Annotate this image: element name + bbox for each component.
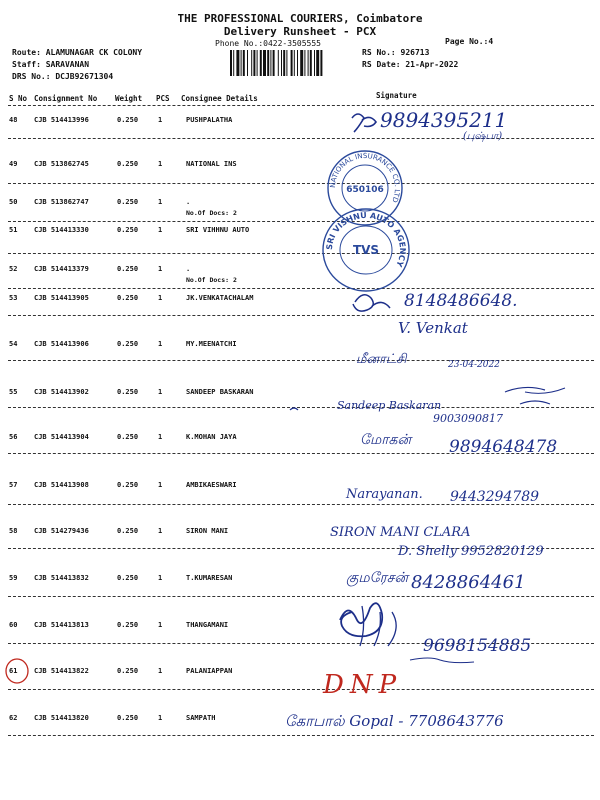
row-consignment-no: CJB 514413330 (34, 226, 89, 234)
row-consignee: K.MOHAN JAYA (186, 433, 237, 441)
row-53-sign-name: V. Venkat (398, 319, 468, 337)
row-consignee: . (186, 198, 191, 206)
row-consignment-no: CJB 514413906 (34, 340, 89, 348)
row-56-sign-name: மோகன் (360, 432, 412, 448)
row-54-sign-date: 23-04-2022 (448, 360, 500, 370)
row-pcs: 1 (158, 481, 163, 489)
row-62-sign: கோபால் Gopal - 7708643776 (285, 712, 504, 730)
row-weight: 0.250 (117, 265, 139, 273)
phone-number: Phone No.:0422-3505555 (215, 39, 321, 48)
row-consignee: JK.VENKATACHALAM (186, 294, 254, 302)
row-consignment-no: CJB 514413996 (34, 116, 89, 124)
row-consignment-no: CJB 514413820 (34, 714, 89, 722)
row-56-sign-phone: 9894648478 (449, 437, 558, 457)
row-sno: 54 (9, 340, 18, 348)
row-consignee: T.KUMARESAN (186, 574, 233, 582)
row-58-sign-phone: D. Shelly 9952820129 (398, 544, 544, 559)
col-sno: S No (9, 94, 28, 103)
row-consignment-no: CJB 514413379 (34, 265, 89, 273)
row-consignee: NATIONAL INS (186, 160, 237, 168)
row-53-sign-phone: 8148486648. (404, 291, 518, 311)
row-pcs: 1 (158, 667, 163, 675)
row-consignee: AMBIKAESWARI (186, 481, 237, 489)
row-pcs: 1 (158, 160, 163, 168)
row-sno: 50 (9, 198, 18, 206)
col-weight: Weight (115, 94, 143, 103)
row-pcs: 1 (158, 621, 163, 629)
row-59-sign-name: குமரேசன் (346, 570, 409, 586)
row-consignee: THANGAMANI (186, 621, 229, 629)
row-weight: 0.250 (117, 621, 139, 629)
row-pcs: 1 (158, 340, 163, 348)
row-consignee: . (186, 265, 191, 273)
row-consignee: SAMPATH (186, 714, 216, 722)
row-sno: 48 (9, 116, 18, 124)
row-weight: 0.250 (117, 527, 139, 535)
row-sno: 51 (9, 226, 18, 234)
row-consignee: SANDEEP BASKARAN (186, 388, 254, 396)
row-weight: 0.250 (117, 433, 139, 441)
stamp1-ring-text: NATIONAL INSURANCE CO. LTD (328, 151, 402, 204)
drs-number: DRS No.: DCJB92671304 (12, 72, 114, 81)
row-pcs: 1 (158, 226, 163, 234)
rs-date: RS Date: 21-Apr-2022 (362, 60, 459, 69)
row-60-sign-phone: 9698154885 (423, 636, 532, 656)
rs-number: RS No.: 926713 (362, 48, 430, 57)
row-weight: 0.250 (117, 481, 139, 489)
row-48-sign-name: (புஷ்பா) (463, 131, 503, 142)
row-sno: 52 (9, 265, 18, 273)
row-consignment-no: CJB 514413832 (34, 574, 89, 582)
row-consignment-no: CJB 514413905 (34, 294, 89, 302)
row-pcs: 1 (158, 116, 163, 124)
row-sno: 55 (9, 388, 18, 396)
row-consignee: SRI VIHHNU AUTO (186, 226, 250, 234)
stamp2-code: TVS (352, 243, 380, 257)
row-consignment-no: CJB 514413902 (34, 388, 89, 396)
row-59-sign-phone: 8428864461 (411, 572, 526, 593)
route: Route: ALAMUNAGAR CK COLONY (12, 48, 143, 57)
row-pcs: 1 (158, 714, 163, 722)
company-title: THE PROFESSIONAL COURIERS, Coimbatore (177, 12, 423, 25)
row-pcs: 1 (158, 294, 163, 302)
row-sno: 61 (9, 667, 18, 675)
row-weight: 0.250 (117, 714, 139, 722)
row-docs-count: No.Of Docs: 2 (186, 276, 237, 284)
row-consignment-no: CJB 514413822 (34, 667, 89, 675)
row-consignment-no: CJB 514413813 (34, 621, 89, 629)
row-pcs: 1 (158, 574, 163, 582)
row-sno: 59 (9, 574, 18, 582)
row-sno: 58 (9, 527, 18, 535)
col-consignee: Consignee Details (181, 94, 258, 103)
row-consignment-no: CJB 513862747 (34, 198, 89, 206)
row-consignment-no: CJB 514413904 (34, 433, 89, 441)
stamp2-ring-text: SRI VISHNU AUTO AGENCY (324, 210, 408, 269)
col-consignment: Consignment No (34, 94, 98, 103)
row-weight: 0.250 (117, 388, 139, 396)
row-sno: 62 (9, 714, 18, 722)
row-consignee: SIRON MANI (186, 527, 229, 535)
row-61-dnp-mark: DNP (323, 670, 403, 700)
stamp1-code: 650106 (346, 185, 384, 195)
runsheet-subtitle: Delivery Runsheet - PCX (223, 25, 377, 38)
row-55-sign-phone: 9003090817 (433, 412, 503, 425)
row-55-sign-name: Sandeep Baskaran (337, 399, 442, 412)
row-pcs: 1 (158, 433, 163, 441)
row-weight: 0.250 (117, 294, 139, 302)
row-consignment-no: CJB 514413908 (34, 481, 89, 489)
row-sno: 60 (9, 621, 18, 629)
row-sno: 56 (9, 433, 18, 441)
row-weight: 0.250 (117, 226, 139, 234)
row-pcs: 1 (158, 198, 163, 206)
row-docs-count: No.Of Docs: 2 (186, 209, 237, 217)
row-consignee: PUSHPALATHA (186, 116, 233, 124)
page-number: Page No.:4 (445, 37, 494, 46)
row-consignment-no: CJB 513862745 (34, 160, 89, 168)
row-consignment-no: CJB 514279436 (34, 527, 89, 535)
row-sno: 49 (9, 160, 18, 168)
row-consignee: MY.MEENATCHI (186, 340, 237, 348)
row-pcs: 1 (158, 527, 163, 535)
row-weight: 0.250 (117, 574, 139, 582)
row-weight: 0.250 (117, 160, 139, 168)
row-weight: 0.250 (117, 198, 139, 206)
row-weight: 0.250 (117, 340, 139, 348)
row-consignee: PALANIAPPAN (186, 667, 233, 675)
row-sno: 57 (9, 481, 18, 489)
row-pcs: 1 (158, 265, 163, 273)
col-signature: Signature (376, 91, 417, 100)
row-sno: 53 (9, 294, 18, 302)
row-58-sign-name: SIRON MANI CLARA (330, 525, 471, 540)
row-pcs: 1 (158, 388, 163, 396)
row-54-sign-name: மீனாட்சி (356, 352, 407, 367)
row-57-sign-phone: 9443294789 (450, 489, 540, 505)
row-weight: 0.250 (117, 667, 139, 675)
staff: Staff: SARAVANAN (12, 60, 90, 69)
row-57-sign-name: Narayanan. (346, 487, 423, 502)
row-weight: 0.250 (117, 116, 139, 124)
row-48-sign-phone: 9894395211 (380, 108, 508, 132)
col-pcs: PCS (156, 94, 170, 103)
